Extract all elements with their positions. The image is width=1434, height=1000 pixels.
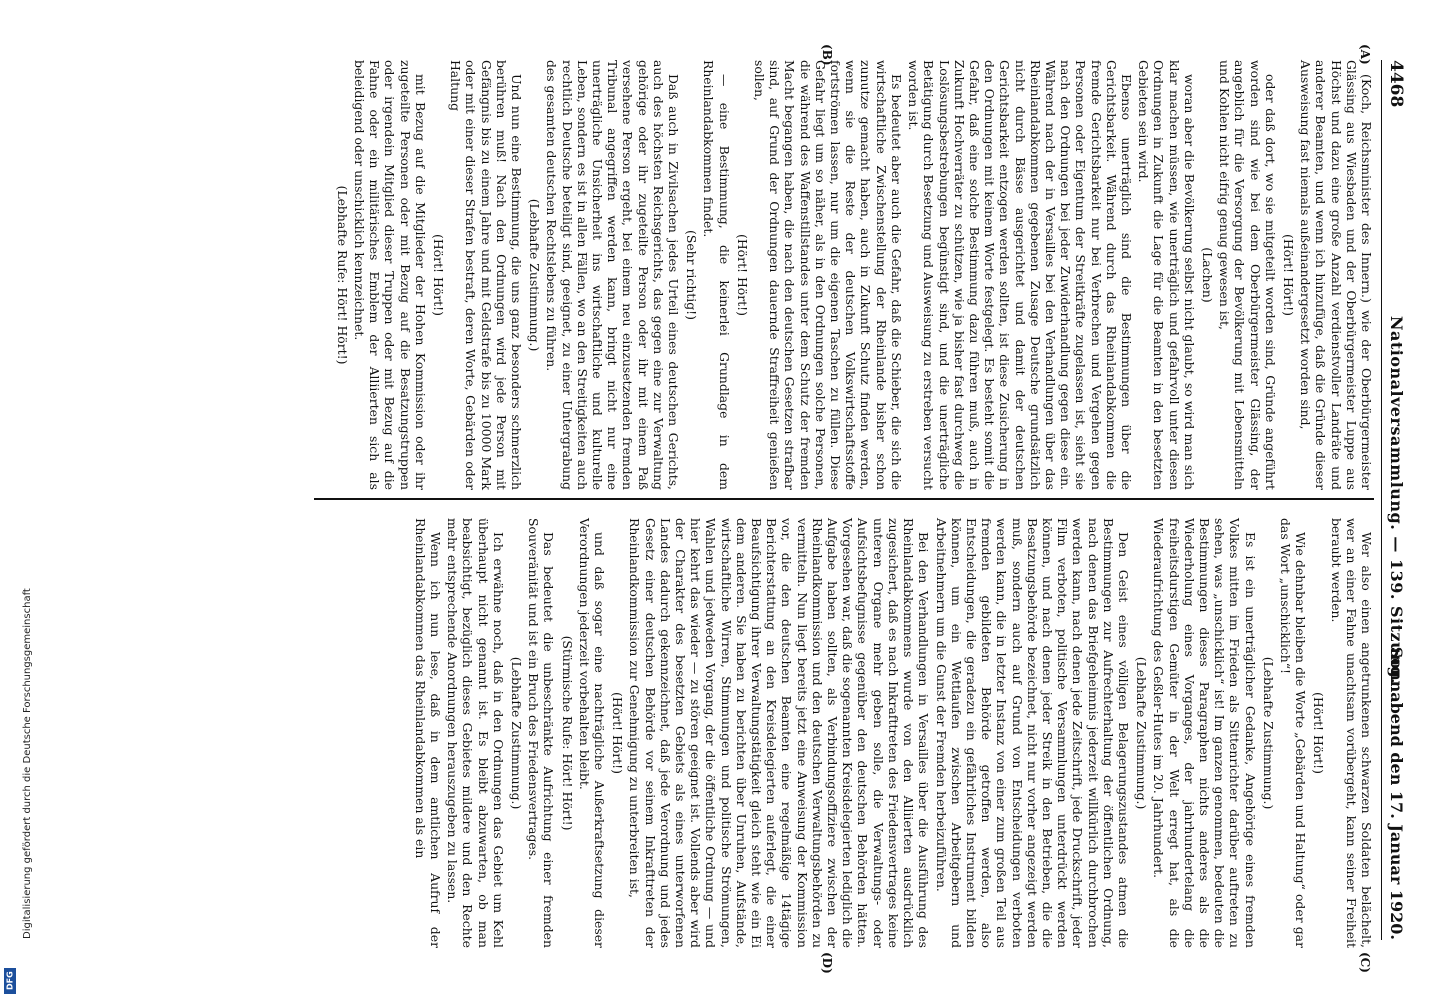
- paragraph: Wer also einen angetrunkenen schwarzen Soldaten belächelt, wer an einer Fahne unachtsam vorübergeht, kann seiner Freiheit beraubt werden.: [1328, 518, 1374, 948]
- paragraph: oder daß dort, wo sie mitgeteilt worden sind, Gründe angeführt worden sind wie bei dem Oberbürgermeister Glässing, der angeblich für die Versorgung der Bevölkerung mit Lebensmitteln und Kohlen nicht eifrig genug gewesen ist,: [1217, 60, 1278, 490]
- paragraph: (Koch, Reichsminister des Innern.) wie der Oberbürgermeister Glässing aus Wiesbaden und der Oberbürgermeister Luppe aus Höchst und dazu eine große Anzahl verdienstvoller Landräte und anderer Beamten, und wenn ich hinzufüge, daß die Gründe dieser Ausweisung fast niemals außeinandergesetzt worden sind,: [1298, 60, 1374, 490]
- paragraph: Und nun eine Bestimmung, die uns ganz besonders schmerzlich berühren muß! Nach den Ordnungen wird jede Person mit Gefängnis bis zu einem Jahre und mit Geldstrafe bis zu 10000 Mark oder mit einer dieser Strafen bestraft, deren Worte, Gebärden oder Haltung: [448, 60, 525, 490]
- paragraph: Bei den Verhandlungen in Versailles über die Ausführung des Rheinlandabkommens wurde von den Alliierten ausdrücklich zugesichert, daß es nach Inkrafttreten des Friedensvertrages keine unteren Organe mehr geben solle, die Verwaltungs- oder Aufsichtsbefugnisse gegenüber den deutschen Behörden hätten. Vorgesehen war, daß die sogenannten Kreisdelegierten lediglich die Aufgabe haben sollten, als Verbindungsoffiziere zwischen der Rheinlandkommission und den deutschen Verwaltungsbehörden zu vermitteln. Nun liegt bereits jetzt eine Anweisung der Kommission vor, die den deutschen Beamten eine regelmäßige 14tägige Berichterstattung an den Kreisdelegierten auferlegt, die einer Beaufsichtigung ihrer Verwaltungstätigkeit gleich steht wie ein Ei dem anderen. Sie haben zu berichten über Unruhen, Aufstände, wirtschaftliche Wirren, Stimmungen und politische Strömungen, Wahlen und jedweden Vorgang, der die öffentliche Ordnung — und hier kehrt das wieder — zu stören geeignet ist. Vollends aber wird der Charakter des besetzten Gebiets als eines unterworfenen Landes dadurch gekennzeichnet, daß jede Verordnung und jedes Gesetz einer deutschen Behörde vor seinem Inkrafttreten der Rheinlandkommission zur Genehmigung zu unterbreiten ist,: [627, 518, 932, 948]
- paragraph: Es bedeutet aber auch die Gefahr, daß die Schieber, die sich die wirtschaftliche Zwischenstellung der Rheinlande bisher schon zunutze gemacht haben, auch in Zukunft Schutz finden werden, wenn sie die Reste der deutschen Volkswirtschaftsstoffe fortströmen lassen, nur um die eigenen Taschen zu füllen. Diese Gefahr liegt um so näher, als in den Ordnungen solche Personen, die während des Waffenstillstandes unter dem Schutz der fremden Macht begangen haben, die nach den deutschen Gesetzen strafbar sind, auf Grund der Ordnungen dauernde Straffreiheit genießen sollen,: [752, 60, 904, 490]
- paragraph: Es ist ein unerträglicher Gedanke, Angehörige eines fremden Volkes mitten im Frieden als Sittenrichter darüber auftreten zu sehen, was „unschicklich“ ist! Im ganzen genommen, bedeuten die Bestimmungen dieses Paragraphen nichts anderes als die Wiederholung eines Vorganges, der jahrhundertelang die freiheitsdurstigen Gemüter in der Welt erregt hat, als die Wiederaufrichtung des Geßler-Hutes im 20. Jahrhundert.: [1151, 518, 1258, 948]
- interjection: (Hört! Hört!): [610, 692, 626, 774]
- paragraph: Ebenso unerträglich sind die Bestimmungen über die Gerichtsbarkeit. Während durch das Rheinlandabkommen die fremde Gerichtsbarkeit nur bei Verbrechen und Vergehen gegen Personen oder Eigentum der Streitkräfte zugelassen ist, sieht sie nach den Ordnungen bei jeder Zuwiderhandlung gegen diese ein. Während nach der in Versailles bei den Verhandlungen über das Rheinlandabkommen gegebenen Zusage Deutsche grundsätzlich nicht durch Bässe ausgerichtet und damit der deutschen Gerichtsbarkeit entzogen werden sollten, ist diese Zusicherung in den Ordnungen mit keinem Worte festgelegt. Es besteht somit die Gefahr, daß eine solche Bestimmung dazu führen muß, auch in Zukunft Hochverräter zu schützen, wie ja bisher fast durchweg die Loslösungsbestrebungen begünstigt sind, und die unerträgliche Betätigung durch Besetzung und Ausweisung zu erstreben versucht worden ist.: [906, 60, 1134, 490]
- paragraph: Das bedeutet die unbeschränkte Aufrichtung einer fremden Souveränität und ist ein Bruch des Friedensvertrages.: [526, 518, 557, 948]
- paragraph: — eine Bestimmung, die keinerlei Grundlage in dem Rheinlandabkommen findet.: [701, 60, 732, 490]
- interjection: (Hört! Hört!): [1280, 234, 1296, 316]
- interjection: (Lachen): [1199, 247, 1215, 303]
- left-column: [332, 60, 1374, 490]
- margin-mark-a: (A): [1358, 44, 1372, 65]
- margin-mark-d: (D): [820, 952, 834, 974]
- margin-mark-b: (B): [820, 44, 834, 66]
- interjection: (Lebhafte Zustimmung.): [509, 656, 525, 810]
- paragraph: und daß sogar eine nachträgliche Außerkraftsetzung dieser Verordnungen jederzeit vorbehalten bleibt.: [576, 518, 608, 948]
- interjection: (Stürmische Rufe: Hört! Hört!): [559, 635, 575, 831]
- column-divider: [314, 498, 1374, 500]
- paragraph: woran aber die Bevölkerung selbst nicht glaubt, so wird man sich klar machen müssen, wie unerträglich und gefahrvoll unter diesen Ordnungen in Zukunft die Lage für die Beamten in den besetzten Gebieten sein wird.: [1136, 60, 1197, 490]
- right-column: [411, 518, 1374, 948]
- session-date: Sonnabend den 17. Januar 1920.: [1387, 646, 1406, 940]
- interjection: (Hört! Hört!): [1311, 692, 1327, 774]
- interjection: (Hört! Hört!): [431, 234, 447, 316]
- margin-mark-c: (C): [1358, 952, 1372, 973]
- interjection: (Lebhafte Rufe: Hört! Hört!): [334, 185, 350, 365]
- interjection: (Sehr richtig!): [684, 230, 700, 320]
- paragraph: mit Bezug auf die Mitglieder der Hohen Kommission oder ihr zugeteilte Personen oder mit Bezug auf die Besatzungstruppen oder irgendein Mitglied dieser Truppen oder mit Bezug auf die Fahne oder ein militärisches Emblem der Alliierten sich als beleidigend oder unschicklich kennzeichnet.: [352, 60, 428, 490]
- digitization-note-area: [5, 0, 33, 991]
- paragraph: Den Geist eines völligen Belagerungszustandes atmen die Bestimmungen zur Aufrechterhaltung der öffentlichen Ordnung, nach denen das Briefgeheimnis jederzeit willkürlich durchbrochen werden kann, nach denen jede Zeitschrift, jede Druckschrift, jeder Film verboten, politische Versammlungen unterdrückt werden können, und nach denen jeder Streik in den Betrieben, die die Besatzungsbehörde bezeichnet, nicht nur vorher angezeigt werden muß, sondern auch auf Grund von Entscheidungen verboten werden kann, die in letzter Instanz von einer zum großen Teil aus fremden gebildeten Behörde getroffen werden, also Entscheidungen, die geradezu ein gefährliches Instrument bilden können, um ein Wettlaufen zwischen Arbeitgebern und Arbeitnehmern um die Gunst der Fremden herbeizuführen.: [933, 518, 1131, 948]
- interjection: (Lebhafte Zustimmung.): [527, 198, 543, 352]
- digitization-note: Digitalisierung gefördert durch die Deutsche Forschungsgemeinschaft: [22, 588, 33, 939]
- paragraph: Wenn ich nun lese, daß in dem amtlichen Aufruf der Rheinlandabkommen das Rheinlandabkommen als ein: [412, 518, 444, 948]
- paragraph: Wie dehnbar bleiben die Worte „Gebärden und Haltung“ oder gar das Wort „unschicklich“!: [1277, 518, 1309, 948]
- paragraph: Daß auch in Zivilsachen jedes Urteil eines deutschen Gerichts, auch des höchsten Reichsgerichts, das gegen eine zur Verwaltung gehörige oder ihr zugeteilte Person oder ihr mit einem Paß versehene Person ergeht, bei einem neu einzusetzenden fremden Tribunal angegriffen werden kann, bringt nicht nur eine unerträgliche Unsicherheit ins wirtschaftliche und kulturelle Leben, sondern es ist in allen Fällen, wo an den Streitigkeiten auch rechtlich Deutsche beteiligt sind, geeignet, zu einer Untergrabung des gesamten deutschen Rechtslebens zu führen.: [544, 60, 682, 490]
- session-title: Nationalversammlung. — 139. Sitzung.: [1387, 315, 1406, 685]
- interjection: (Lebhafte Zustimmung.): [1260, 656, 1276, 810]
- dfg-logo-text: DFG: [5, 971, 15, 991]
- interjection: (Hört! Hört!): [734, 234, 750, 316]
- paragraph: Ich erwähne noch, daß in den Ordnungen das Gebiet um Kehl überhaupt nicht genannt ist. Es bleibt abzuwarten, ob man beabsichtigt, bezüglich dieses Gebietes mildere und den Rechte mehr entsprechende Anordnungen herauszugeben zu lassen.: [445, 518, 506, 948]
- page-number: 4468: [1386, 60, 1406, 108]
- interjection: (Lebhafte Zustimmung.): [1134, 656, 1150, 810]
- page-header: [1381, 60, 1406, 940]
- dfg-logo: [4, 968, 16, 994]
